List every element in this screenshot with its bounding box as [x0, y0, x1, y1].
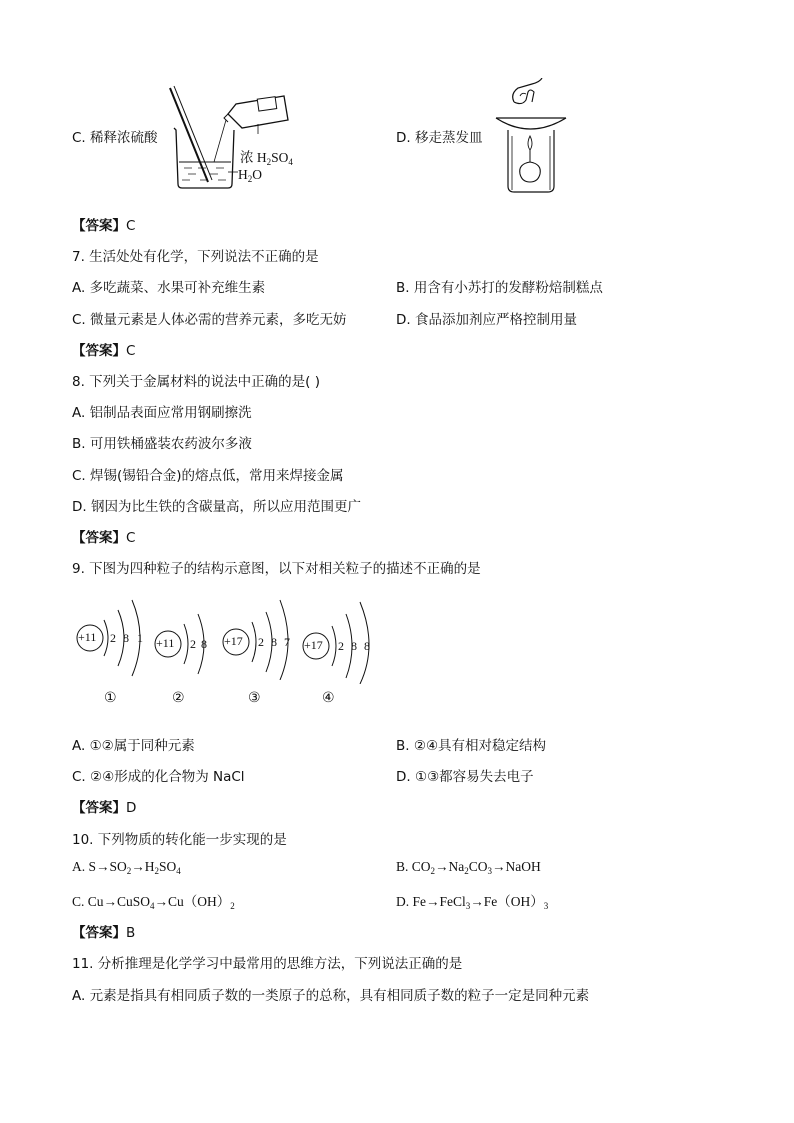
q11-option-a: A. 元素是指具有相同质子数的一类原子的总称，具有相同质子数的粒子一定是同种元素 [72, 988, 590, 1004]
beaker [174, 128, 234, 188]
q9-option-b: B. ②④具有相对稳定结构 [396, 738, 547, 754]
q10-stem: 10. 下列物质的转化能一步实现的是 [72, 832, 287, 848]
q8-option-b: B. 可用铁桶盛装农药波尔多液 [72, 436, 252, 452]
particle-2-shell-1: 2 [190, 637, 196, 651]
particle-1-shell-3: 1 [137, 631, 143, 645]
q7-option-a: A. 多吃蔬菜、水果可补充维生素 [72, 280, 266, 296]
particle-4-shell-1: 2 [338, 639, 344, 653]
alcohol-lamp [520, 162, 541, 182]
particle-3-shell-1: 2 [258, 635, 264, 649]
q8-option-c: C. 焊锡(锡铅合金)的熔点低，常用来焊接金属 [72, 468, 344, 484]
q8-option-a: A. 铝制品表面应常用钢刷擦洗 [72, 405, 252, 421]
q8-stem: 8. 下列关于金属材料的说法中正确的是( ) [72, 374, 320, 390]
particle-1-shell-1: 2 [110, 631, 116, 645]
particle-4-shell-2: 8 [351, 639, 357, 653]
q11-stem: 11. 分析推理是化学学习中最常用的思维方法，下列说法正确的是 [72, 956, 463, 972]
particle-1-shell-2: 8 [123, 631, 129, 645]
q7-stem: 7. 生活处处有化学，下列说法不正确的是 [72, 249, 319, 265]
q9-option-a: A. ①②属于同种元素 [72, 738, 195, 754]
water-label: $H_2O$ [238, 167, 262, 184]
particle-1-label: ① [104, 690, 117, 706]
particle-4-shell-3: 8 [364, 639, 370, 653]
q9-option-c: C. ②④形成的化合物为 NaCl [72, 769, 245, 785]
particle-2-shells [154, 590, 224, 680]
particle-4-nucleus: +17 [304, 638, 323, 652]
q10-option-a: A. $S\to SO_2\to H_2SO_4$ [72, 859, 181, 876]
evaporating-dish-apparatus [492, 78, 572, 196]
q9-option-d: D. ①③都容易失去电子 [396, 769, 534, 785]
particle-diagram [72, 590, 392, 710]
dilute-acid-apparatus [166, 84, 306, 194]
particle-2-label: ② [172, 690, 185, 706]
q9-stem: 9. 下图为四种粒子的结构示意图，以下对相关粒子的描述不正确的是 [72, 561, 481, 577]
particle-2-nucleus: +11 [156, 636, 175, 650]
q8-option-d: D. 钢因为比生铁的含碳量高，所以应用范围更广 [72, 499, 361, 515]
flame [528, 136, 532, 150]
particle-3-nucleus: +17 [224, 634, 243, 648]
q7-option-d: D. 食品添加剂应严格控制用量 [396, 312, 577, 328]
particle-4-label: ④ [322, 690, 335, 706]
q7-option-b: B. 用含有小苏打的发酵粉焙制糕点 [396, 280, 603, 296]
q6-answer: 【答案】C [72, 218, 136, 234]
q6-option-c: C. 稀释浓硫酸 [72, 130, 158, 146]
particle-2-shell-2: 8 [201, 637, 207, 651]
q10-option-c: C. $Cu\to CuSO_4\to Cu(OH)_2$ [72, 894, 235, 911]
q7-option-c: C. 微量元素是人体必需的营养元素，多吃无妨 [72, 312, 347, 328]
q10-option-d: D. $Fe\to FeCl_3\to Fe(OH)_3$ [396, 894, 549, 911]
q6-option-d: D. 移走蒸发皿 [396, 130, 483, 146]
particle-3-shell-3: 7 [284, 635, 290, 649]
particle-1-nucleus: +11 [78, 630, 97, 644]
evaporating-dish [496, 118, 566, 129]
acid-label: 浓 $H_2SO_4$ [240, 150, 293, 167]
hand [513, 78, 542, 102]
q8-answer: 【答案】C [72, 530, 136, 546]
particle-3-label: ③ [248, 690, 261, 706]
q10-option-b: B. $CO_2\to Na_2CO_3\to NaOH$ [396, 859, 541, 876]
q7-answer: 【答案】C [72, 343, 136, 359]
particle-3-shell-2: 8 [271, 635, 277, 649]
q10-answer: 【答案】B [72, 925, 136, 941]
q9-answer: 【答案】D [72, 800, 137, 816]
